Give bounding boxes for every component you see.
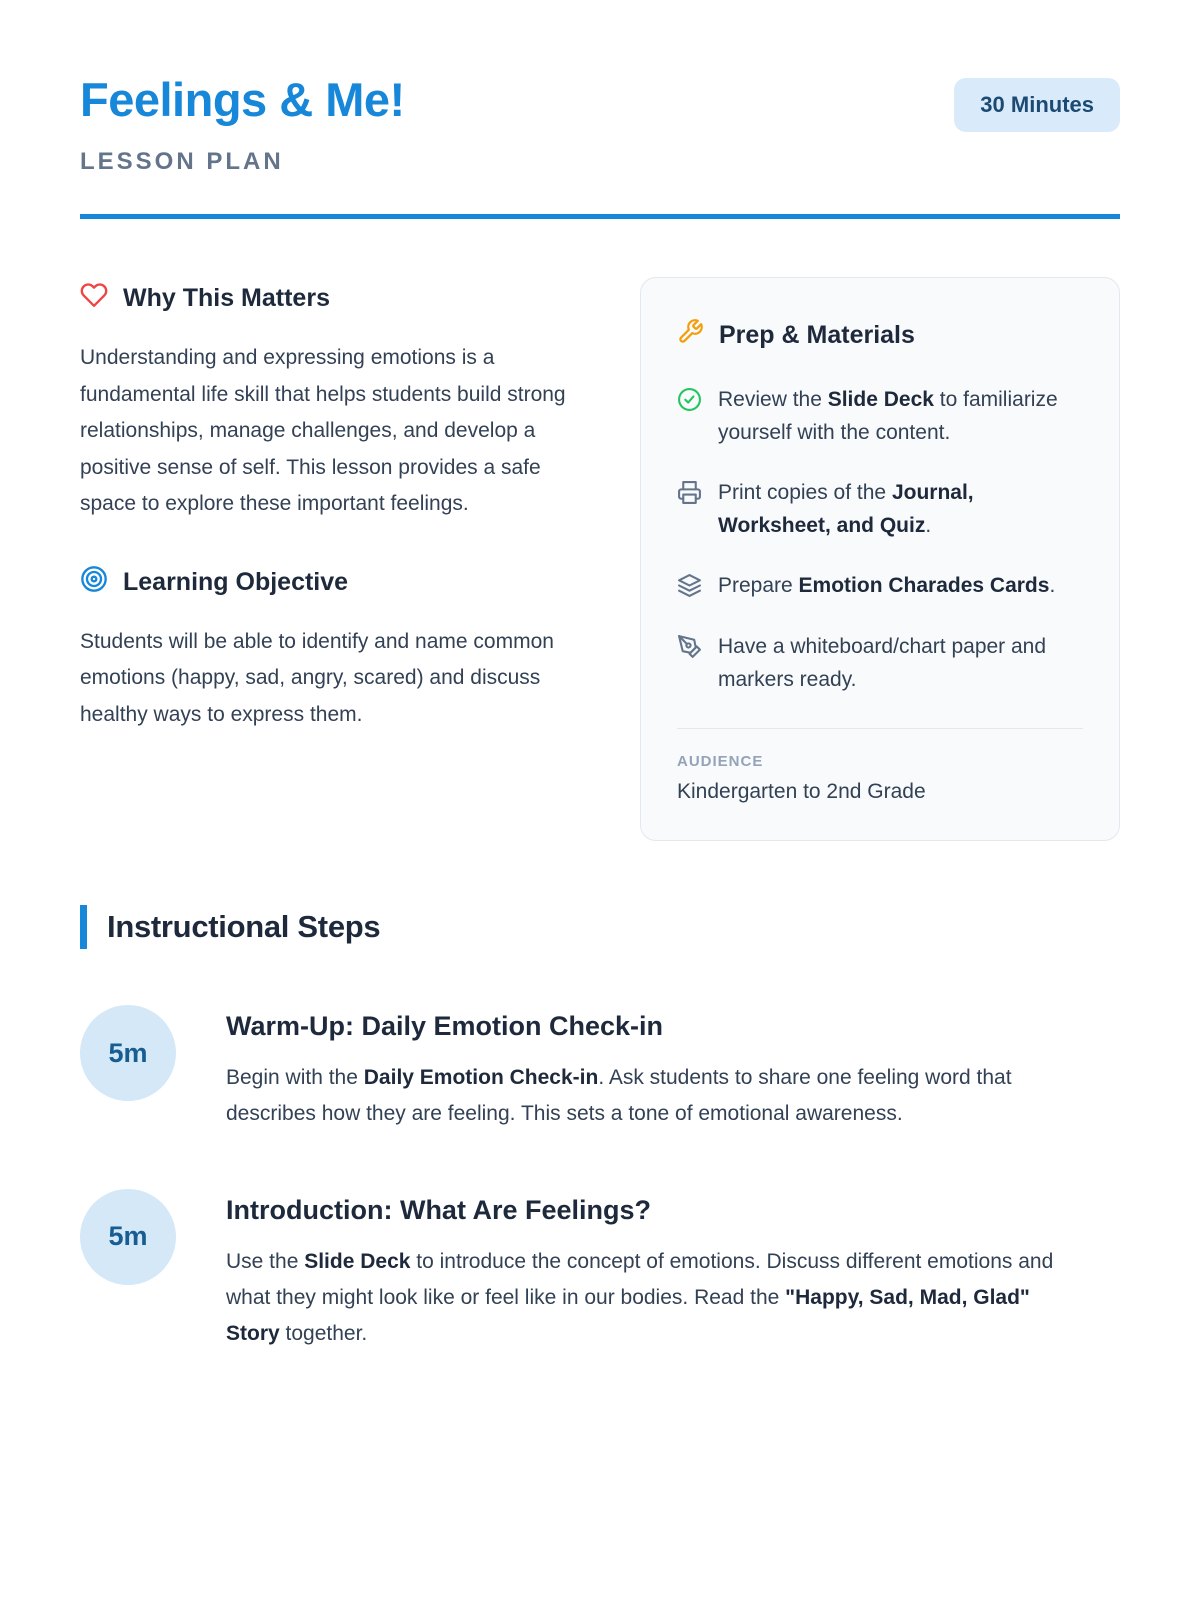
prep-item-text: Print copies of the Journal, Worksheet, and Quiz. bbox=[718, 481, 974, 537]
prep-materials-title: Prep & Materials bbox=[719, 320, 915, 349]
accent-bar bbox=[80, 905, 87, 949]
learning-objective-section bbox=[80, 565, 598, 734]
pen-tool-icon bbox=[677, 631, 702, 696]
instructional-steps-heading bbox=[80, 905, 1120, 949]
step-item bbox=[80, 1005, 1120, 1132]
step-content bbox=[226, 1189, 1120, 1352]
prep-list bbox=[677, 384, 1083, 696]
prep-materials-heading bbox=[677, 318, 1083, 352]
instructional-steps-title: Instructional Steps bbox=[107, 909, 381, 945]
step-duration-badge: 5m bbox=[80, 1005, 176, 1101]
step-body: Use the Slide Deck to introduce the concept of emotions. Discuss different emotions and what they might look like or feel like in our bodies. Read the "Happy, Sad, Mad, Glad" Story together. bbox=[226, 1249, 1054, 1345]
instructional-steps-section bbox=[80, 905, 1120, 1352]
prep-item-text: Have a whiteboard/chart paper and markers ready. bbox=[718, 635, 1047, 691]
audience-label: AUDIENCE bbox=[677, 753, 764, 771]
step-title: Warm-Up: Daily Emotion Check-in bbox=[226, 1011, 664, 1042]
prep-item-text: Prepare Emotion Charades Cards. bbox=[718, 574, 1056, 598]
prep-item bbox=[677, 477, 1083, 542]
step-content bbox=[226, 1005, 1120, 1132]
heart-icon bbox=[80, 281, 108, 316]
header-divider bbox=[80, 214, 1120, 219]
header bbox=[80, 72, 1120, 132]
learning-objective-body: Students will be able to identify and name common emotions (happy, sad, angry, scared) and discuss healthy ways to express them. bbox=[80, 629, 554, 726]
content-columns bbox=[80, 277, 1120, 841]
duration-badge: 30 Minutes bbox=[954, 78, 1120, 132]
prep-item-text: Review the Slide Deck to familiarize yourself with the content. bbox=[718, 388, 1058, 444]
step-title: Introduction: What Are Feelings? bbox=[226, 1194, 651, 1225]
step-body: Begin with the Daily Emotion Check-in. Ask students to share one feeling word that describes how they are feeling. This sets a tone of emotional awareness. bbox=[226, 1066, 1012, 1126]
printer-icon bbox=[677, 477, 702, 542]
why-this-matters-title: Why This Matters bbox=[123, 284, 330, 312]
card-divider bbox=[677, 728, 1083, 729]
layers-icon bbox=[677, 570, 702, 603]
step-item bbox=[80, 1189, 1120, 1352]
page-title: Feelings & Me! bbox=[80, 73, 405, 126]
prep-materials-card bbox=[640, 277, 1120, 841]
prep-item bbox=[677, 570, 1083, 603]
why-this-matters-heading bbox=[80, 281, 598, 316]
why-this-matters-body: Understanding and expressing emotions is a fundamental life skill that helps students build strong relationships, manage challenges, and develop a positive sense of self. This lesson provides a safe space to explore these important feelings. bbox=[80, 346, 566, 516]
why-this-matters-section bbox=[80, 281, 598, 523]
target-icon bbox=[80, 565, 108, 600]
learning-objective-title: Learning Objective bbox=[123, 567, 349, 596]
learning-objective-heading bbox=[80, 565, 598, 600]
wrench-icon bbox=[677, 318, 704, 352]
page-subtitle: LESSON PLAN bbox=[80, 148, 284, 175]
prep-item bbox=[677, 384, 1083, 449]
audience-value: Kindergarten to 2nd Grade bbox=[677, 780, 926, 804]
prep-item bbox=[677, 631, 1083, 696]
left-column bbox=[80, 277, 598, 775]
step-duration-badge: 5m bbox=[80, 1189, 176, 1285]
check-circle-icon bbox=[677, 384, 702, 449]
